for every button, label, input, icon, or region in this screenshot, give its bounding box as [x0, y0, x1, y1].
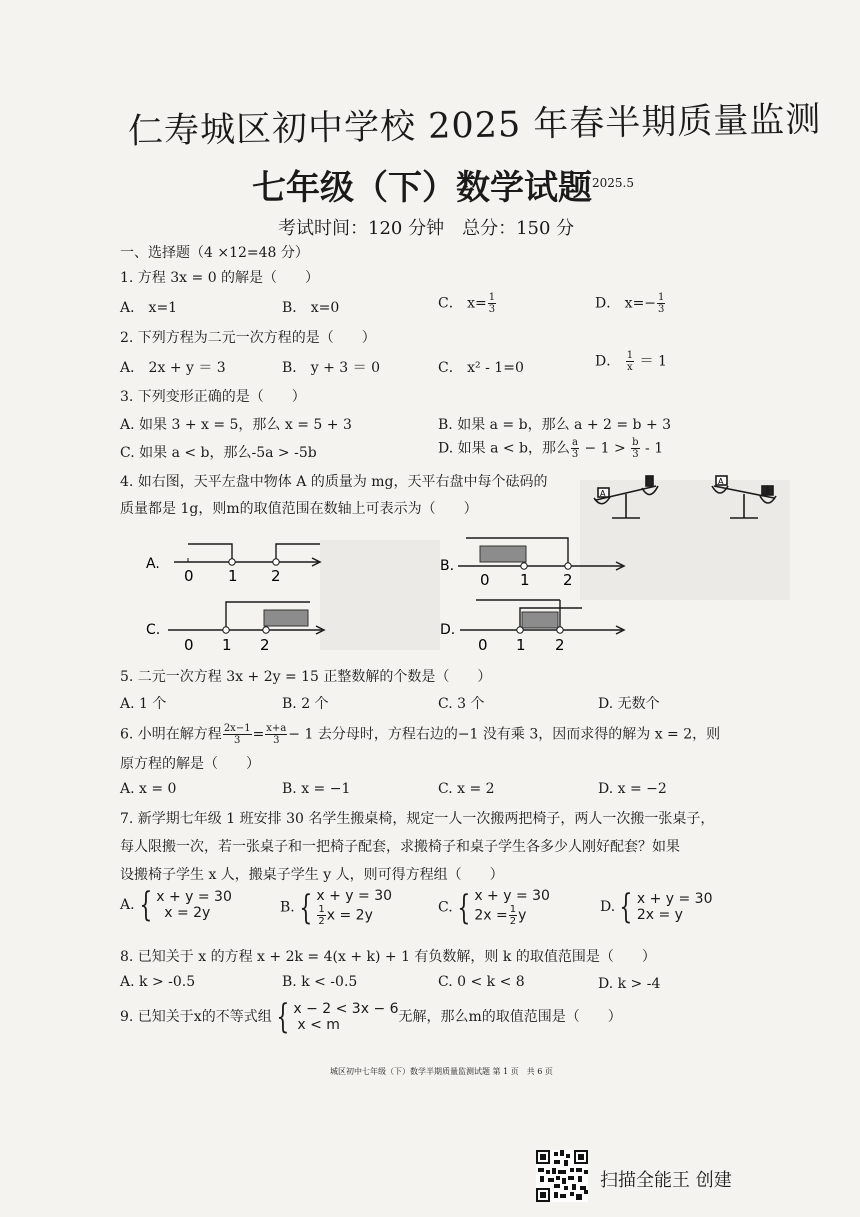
q7-stem-line1: 7. 新学期七年级 1 班安排 30 名学生搬桌椅，规定一人一次搬两把椅子，两人一次搬一张桌子， — [120, 811, 715, 827]
q5-option-d: D. 无数个 — [598, 696, 660, 712]
q7-option-c: C. { x + y = 30 2x = $\frac{1}{2}$ y — [438, 887, 550, 928]
section-title: 一、选择题（4 ×12=48 分） — [120, 245, 309, 261]
q8-option-c: C. 0 < k < 8 — [438, 974, 525, 990]
tick-2: 2 — [555, 636, 565, 654]
tick-0: 0 — [480, 571, 490, 588]
q1-stem: 1. 方程 3x = 0 的解是（ ） — [120, 270, 320, 286]
school-title: 仁寿城区初中学校 2025 年春半期质量监测 — [127, 99, 822, 152]
exam-info: 考试时间：120 分钟 总分：150 分 — [278, 218, 575, 239]
option-c-label: C. — [146, 622, 161, 638]
balance-scales-figure — [590, 472, 790, 524]
q3-option-c: C. 如果 a < b，那么-5a > -5b — [120, 445, 317, 461]
number-line-c — [140, 596, 340, 656]
exam-date: 2025.5 — [592, 176, 634, 190]
scanner-watermark: 扫描全能王 创建 — [600, 1170, 732, 1191]
q7-option-d: D. { x + y = 30 2x = y — [600, 887, 713, 927]
q7-stem-line2: 每人限搬一次，若一张桌子和一把椅子配套，求搬椅子和桌子学生各多少人刚好配套？如果 — [120, 839, 680, 855]
q2-option-a: A． 2x + y ＝ 3 — [120, 360, 226, 376]
page-footer: 城区初中七年级（下）数学半期质量监测试题 第 1 页 共 6 页 — [330, 1067, 553, 1076]
tick-2: 2 — [563, 571, 573, 588]
q6-option-c: C. x = 2 — [438, 781, 495, 797]
option-b-label: B. — [440, 558, 455, 574]
q8-option-a: A. k > -0.5 — [120, 974, 196, 990]
q1-option-d: D． x=− $\frac{1}{3}$ — [595, 292, 665, 315]
q2-option-d: D． $\frac{1}{x}$ ＝ 1 — [595, 350, 667, 373]
weight-label-a: A — [600, 489, 606, 498]
q8-stem: 8. 已知关于 x 的方程 x + 2k = 4(x + k) + 1 有负数解，则 k 的取值范围是（ ） — [120, 949, 656, 965]
number-line-b — [436, 528, 636, 588]
q3-option-b: B. 如果 a = b，那么 a + 2 = b + 3 — [438, 417, 672, 433]
q3-option-d: D. 如果 a < b，那么 $\frac{a}{3}$ − 1 > $\frac{b}{3}$ - 1 — [438, 437, 664, 460]
q5-option-b: B. 2 个 — [282, 696, 329, 712]
number-line-a — [140, 528, 340, 586]
q2-stem: 2. 下列方程为二元一次方程的是（ ） — [120, 330, 376, 346]
option-a-label: A. — [146, 556, 160, 572]
q4-stem-line1: 4. 如右图，天平左盘中物体 A 的质量为 mg，天平右盘中每个砝码的 — [120, 474, 548, 490]
tick-0: 0 — [478, 636, 488, 654]
subject-title: 七年级（下）数学试题 — [252, 168, 592, 208]
q1-option-c: C． x= $\frac{1}{3}$ — [438, 292, 496, 315]
q1-option-b: B． x=0 — [282, 300, 340, 316]
tick-1: 1 — [228, 567, 238, 585]
tick-0: 0 — [184, 567, 194, 585]
number-line-d — [436, 596, 636, 656]
weight-label-a-right: A — [718, 477, 724, 486]
q7-option-a: A. { x + y = 30 x = 2y — [120, 885, 232, 925]
q6-stem: 6. 小明在解方程 $\frac{2x-1}{3}$ = $\frac{x+a}{3}$ − 1 去分母时，方程右边的−1 没有乘 3，因而求得的解为 x = 2，则 — [120, 723, 721, 746]
tick-2: 2 — [271, 567, 281, 585]
q2-option-c: C． x² - 1=0 — [438, 360, 524, 376]
qr-code-icon — [536, 1150, 588, 1202]
q3-option-a: A. 如果 3 + x = 5，那么 x = 5 + 3 — [120, 417, 352, 433]
q6-option-b: B. x = −1 — [282, 781, 351, 797]
q6-stem-line2: 原方程的解是（ ） — [120, 756, 260, 772]
tick-1: 1 — [222, 636, 232, 654]
option-d-label: D. — [440, 622, 456, 638]
q4-stem-line2: 质量都是 1g，则m的取值范围在数轴上可表示为（ ） — [120, 501, 478, 517]
q7-option-b: B. { x + y = 30 $\frac{1}{2}$ x = 2y — [280, 887, 393, 928]
q8-option-d: D. k > -4 — [598, 976, 661, 992]
tick-0: 0 — [184, 636, 194, 654]
q6-option-a: A. x = 0 — [120, 781, 177, 797]
q6-option-d: D. x = −2 — [598, 781, 667, 797]
q5-option-c: C. 3 个 — [438, 696, 485, 712]
q5-stem: 5. 二元一次方程 3x + 2y = 15 正整数解的个数是（ ） — [120, 669, 492, 685]
q2-option-b: B． y + 3 ＝ 0 — [282, 360, 380, 376]
q3-stem: 3. 下列变形正确的是（ ） — [120, 389, 306, 405]
q8-option-b: B. k < -0.5 — [282, 974, 358, 990]
q1-option-a: A． x=1 — [120, 300, 178, 316]
q5-option-a: A. 1 个 — [120, 696, 167, 712]
q7-stem-line3: 设搬椅子学生 x 人，搬桌子学生 y 人，则可得方程组（ ） — [120, 867, 504, 883]
tick-2: 2 — [260, 636, 270, 654]
q9-stem: 9. 已知关于x的不等式组 { x − 2 < 3x − 6 x < m 无解，那么m的取值范围是（ ） — [120, 997, 622, 1037]
tick-1: 1 — [516, 636, 526, 654]
tick-1: 1 — [520, 571, 530, 588]
